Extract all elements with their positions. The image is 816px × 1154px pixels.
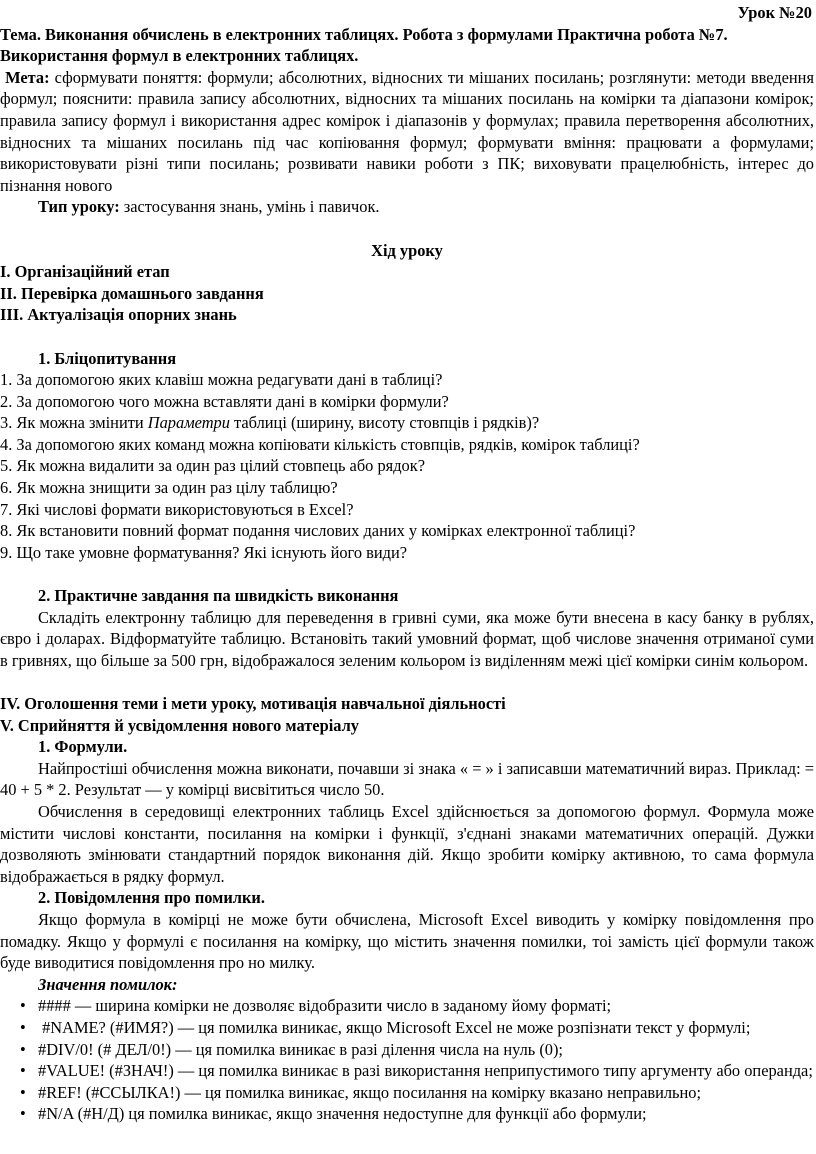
list-item [0,1017,814,1039]
task-title: 2. Практичне завдання па швидкість виконання [38,586,399,606]
list-item: 4. За допомогою яких команд можна копіювати кількість стовпців, рядків, комірок таблиці? [0,434,640,454]
error-item-text: #DIV/0! (# ДЕЛ/0!) — ця помилка виникає в разі ділення числа на нуль (0); [38,1039,563,1059]
stage-4: IV. Оголошення теми і мети уроку, мотивація навчальної діяльності [0,694,506,713]
bullet-icon: • [20,1039,26,1059]
formulas-paragraph-1: Найпростіші обчислення можна виконати, почавши зі знака « = » і записавши математичний вираз. Приклад: = 40 + 5 * 2. Результат — у комірці висвітиться число 50. [0,758,814,800]
list-item [0,412,814,434]
list-item: 9. Що таке умовне форматування? Які існують його види? [0,542,408,562]
lesson-type [38,196,814,218]
error-list [0,995,814,1125]
list-item [0,1103,814,1125]
formulas-paragraph-2: Обчислення в середовищі електронних таблиць Excel здійснюється за допомогою формул. Формула може містити числові константи, посилання на комірки і функції, з'єднані знаками математичних операцій. Дужки дозволяють змінювати стандартний порядок виконання дій. Якщо зробити комірку активною, то сама формула відображається в рядку формул. [0,801,814,886]
list-item [0,1039,814,1061]
goal-text: сформувати поняття: формули; абсолютних, відносних ти мішаних посилань; розглянути: методи введення формул; пояснити: правила запису абсолютних, відносних та мішаних посилань на комірки та діапазони комірок; правила запису формул і використання адрес комірок і діапазонів у формулах; правила перетворення абсолютних, відносних та мішаних посилань під час копіювання формул; формувати вміння: працювати а формулами; використовувати різні типи посилань; розвивати навики роботи з ПК; виховувати працелюбність, інтерес до пізнання нового [0,67,814,195]
blitz-title: 1. Бліцопитування [38,348,177,368]
bullet-icon: • [20,1082,26,1102]
list-item [0,1060,814,1082]
list-item: 5. Як можна видалити за один раз цілий стовпець або рядок? [0,456,425,476]
stage-1: I. Організаційний етап [0,262,170,282]
bullet-icon: • [20,1017,26,1037]
lesson-goal [0,67,814,197]
error-item-text: #N/A (#Н/Д) ця помилка виникає, якщо значення недоступне для функції або формули; [38,1104,647,1124]
q3-prefix: 3. Як можна змінити [0,413,148,433]
document-page [0,2,816,1154]
q3-italic: Параметри [147,413,230,433]
goal-label: Мета: [5,67,50,87]
list-item: 1. За допомогою яких клавіш можна редагувати дані в таблиці? [0,370,443,390]
list-item [0,995,814,1017]
list-item: 7. Які числові формати використовуються в Excel? [0,499,354,519]
q3-suffix: таблиці (ширину, висоту стовпців і рядків)? [229,413,540,433]
stage-3: III. Актуалізація опорних знань [0,305,237,325]
error-item-text: #NAME? (#ИМЯ?) — ця помилка виникає, якщо Microsoft Excel не може розпізнати текст у формулі; [38,1017,751,1037]
blitz-questions [0,369,814,563]
course-title: Хід уроку [371,240,443,260]
list-item [0,1082,814,1104]
error-item-text: #REF! (#ССЫЛКА!) — ця помилка виникає, якщо посилання на комірку вказано неправильно; [38,1082,702,1102]
task-text: Складіть електронну таблицю для переведення в гривні суми, яка може бути внесена в касу банку в рублях, євро і доларах. Відформатуйте таблицю. Встановіть такий умовний формат, щоб числове значення отриманої суми в гривнях, що більше за 500 грн, відображалося зеленим кольором із виділенням межі цієї комірки синім кольором. [0,607,814,670]
lesson-type-label: Тип уроку: [38,197,120,217]
lesson-type-text: застосування знань, умінь і павичок. [123,197,380,217]
error-values-title: Значення помилок: [38,974,178,994]
error-item-text: #VALUE! (#ЗНАЧ!) — ця помилка виникає в разі використання неприпустимого типу аргументу або операнда; [38,1061,813,1081]
list-item: 2. За допомогою чого можна вставляти дані в комірки формули? [0,391,449,411]
errors-paragraph: Якщо формула в комірці не може бути обчислена, Microsoft Excel виводить у комірку повідомлення про помадку. Якщо у формулі є посилання на комірку, що містить значення помилки, тоі замість цієї формули також буде виводитися повідомлення про но милку. [0,909,814,973]
stage-5: V. Сприйняття й усвідомлення нового матеріалу [0,715,359,735]
bullet-icon: • [20,996,26,1016]
bullet-icon: • [20,1061,26,1081]
bullet-icon: • [20,1104,26,1124]
error-item-text: #### — ширина комірки не дозволяє відобразити число в заданому йому форматі; [38,996,612,1016]
lesson-topic: Тема. Виконання обчислень в електронних таблицях. Робота з формулами Практична робота №7. Використання формул в електронних таблицях. [0,24,728,66]
formulas-title: 1. Формули. [38,737,128,757]
list-item: 8. Як встановити повний формат подання числових даних у комірках електронної таблиці? [0,521,636,541]
errors-title: 2. Повідомлення про помилки. [38,888,265,908]
stage-2: II. Перевірка домашнього завдання [0,283,264,303]
list-item: 6. Як можна знищити за один раз цілу таблицю? [0,478,338,498]
lesson-number: Урок №20 [737,3,812,22]
